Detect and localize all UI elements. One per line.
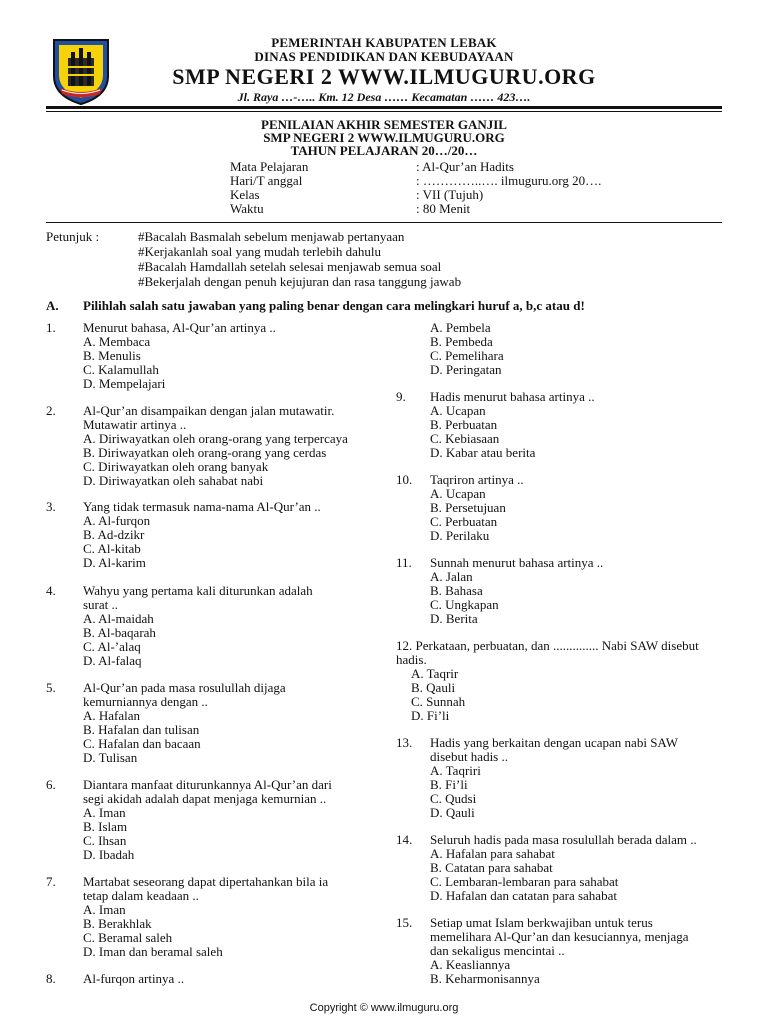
question-item bbox=[396, 833, 726, 903]
instruction-item: #Bacalah Hamdallah setelah selesai menjawab semua soal bbox=[138, 259, 442, 274]
answer-option[interactable]: B. Keharmonisannya bbox=[430, 971, 540, 986]
question-body bbox=[83, 500, 321, 570]
info-rule bbox=[46, 222, 722, 223]
answer-option[interactable]: C. Al-kitab bbox=[83, 541, 141, 556]
question-text: dan sekaligus mencintai .. bbox=[430, 943, 565, 958]
answer-option[interactable]: B. Catatan para sahabat bbox=[430, 860, 553, 875]
exam-title: PENILAIAN AKHIR SEMESTER GANJIL bbox=[261, 117, 507, 132]
question-body bbox=[83, 584, 313, 668]
answer-option[interactable]: C. Perbuatan bbox=[430, 514, 498, 529]
answer-option[interactable]: D. Berita bbox=[430, 611, 478, 626]
answer-option[interactable]: B. Persetujuan bbox=[430, 500, 506, 515]
section-a-heading bbox=[46, 298, 585, 314]
question-body bbox=[430, 736, 678, 820]
question-text: Diantara manfaat diturunkannya Al-Qur’an dari bbox=[83, 777, 332, 792]
question-text: surat .. bbox=[83, 597, 119, 612]
question-number: 10. bbox=[396, 472, 413, 487]
question-number: 3. bbox=[46, 499, 56, 514]
answer-option[interactable]: B. Pembeda bbox=[430, 334, 493, 349]
answer-option[interactable]: B. Fi’li bbox=[430, 777, 468, 792]
question-text: segi akidah adalah dapat menjaga kemurnian .. bbox=[83, 791, 327, 806]
instructions-list bbox=[138, 229, 461, 289]
answer-option[interactable]: A. Iman bbox=[83, 805, 126, 820]
school-name: SMP NEGERI 2 WWW.ILMUGURU.ORG bbox=[172, 64, 596, 89]
answer-option[interactable]: B. Menulis bbox=[83, 348, 141, 363]
info-key: Waktu bbox=[230, 201, 264, 216]
info-row bbox=[230, 160, 636, 174]
question-item bbox=[46, 778, 376, 862]
answer-option[interactable]: A. Taqrir bbox=[411, 666, 459, 681]
answer-option[interactable]: D. Qauli bbox=[430, 805, 475, 820]
answer-option[interactable]: B. Islam bbox=[83, 819, 128, 834]
question-item bbox=[396, 639, 726, 723]
question-body bbox=[83, 875, 328, 959]
answer-option[interactable]: C. Hafalan dan bacaan bbox=[83, 736, 201, 751]
question-text: Yang tidak termasuk nama-nama Al-Qur’an .. bbox=[83, 499, 321, 514]
answer-option[interactable]: A. Keasliannya bbox=[430, 957, 511, 972]
info-value: : Al-Qur’an Hadits bbox=[416, 159, 514, 174]
answer-option[interactable]: A. Al-furqon bbox=[83, 513, 151, 528]
question-text: Setiap umat Islam berkwajiban untuk terus bbox=[430, 915, 653, 930]
question-body bbox=[83, 321, 276, 391]
question-body bbox=[83, 778, 332, 862]
answer-option[interactable]: B. Al-baqarah bbox=[83, 625, 156, 640]
question-body bbox=[430, 321, 504, 377]
answer-option[interactable]: D. Peringatan bbox=[430, 362, 502, 377]
answer-option[interactable]: A. Ucapan bbox=[430, 403, 486, 418]
answer-option[interactable]: B. Diriwayatkan oleh orang-orang yang cerdas bbox=[83, 445, 327, 460]
exam-year: TAHUN PELAJARAN 20…/20… bbox=[290, 143, 478, 158]
question-text: kemurniannya dengan .. bbox=[83, 694, 208, 709]
question-item bbox=[46, 404, 376, 488]
government-line: PEMERINTAH KABUPATEN LEBAK bbox=[271, 35, 497, 50]
question-text: Wahyu yang pertama kali diturunkan adalah bbox=[83, 583, 313, 598]
question-item bbox=[396, 390, 726, 460]
question-body bbox=[430, 916, 689, 986]
answer-option[interactable]: A. Hafalan para sahabat bbox=[430, 846, 555, 861]
question-text: disebut hadis .. bbox=[430, 749, 508, 764]
header-rule-thin bbox=[46, 111, 722, 112]
question-item bbox=[46, 681, 376, 765]
answer-option[interactable]: A. Diriwayatkan oleh orang-orang yang terpercaya bbox=[83, 431, 348, 446]
exam-school: SMP NEGERI 2 WWW.ILMUGURU.ORG bbox=[263, 130, 505, 145]
question-body bbox=[430, 833, 697, 903]
answer-option[interactable]: D. Tulisan bbox=[83, 750, 138, 765]
question-text: Al-Qur’an pada masa rosulullah dijaga bbox=[83, 680, 286, 695]
question-item bbox=[396, 556, 726, 626]
question-item bbox=[396, 321, 726, 377]
answer-option[interactable]: D. Ibadah bbox=[83, 847, 135, 862]
info-row bbox=[230, 174, 636, 188]
question-text: 12. Perkataan, perbuatan, dan .............. Nabi SAW disebut bbox=[396, 638, 699, 653]
instruction-item: #Bacalah Basmalah sebelum menjawab pertanyaan bbox=[138, 229, 405, 244]
answer-option[interactable]: A. Iman bbox=[83, 902, 126, 917]
info-key: Hari/T anggal bbox=[230, 173, 303, 188]
answer-option[interactable]: C. Pemelihara bbox=[430, 348, 504, 363]
answer-option[interactable]: C. Sunnah bbox=[411, 694, 466, 709]
question-number: 7. bbox=[46, 874, 56, 889]
answer-option[interactable]: A. Membaca bbox=[83, 334, 151, 349]
question-number: 8. bbox=[46, 971, 56, 986]
question-text: Menurut bahasa, Al-Qur’an artinya .. bbox=[83, 320, 276, 335]
question-body bbox=[83, 972, 184, 986]
instructions bbox=[46, 229, 461, 289]
question-number: 2. bbox=[46, 403, 56, 418]
answer-option[interactable]: D. Fi’li bbox=[411, 708, 450, 723]
answer-option[interactable]: C. Beramal saleh bbox=[83, 930, 173, 945]
question-number: 13. bbox=[396, 735, 413, 750]
letterhead bbox=[120, 36, 648, 105]
answer-option[interactable]: A. Taqriri bbox=[430, 763, 481, 778]
answer-option[interactable]: B. Berakhlak bbox=[83, 916, 152, 931]
exam-info bbox=[230, 160, 636, 216]
info-key: Kelas bbox=[230, 187, 260, 202]
question-text: tetap dalam keadaan .. bbox=[83, 888, 199, 903]
answer-option[interactable]: A. Hafalan bbox=[83, 708, 141, 723]
answer-option[interactable]: D. Hafalan dan catatan para sahabat bbox=[430, 888, 617, 903]
question-number: 1. bbox=[46, 320, 56, 335]
answer-option[interactable]: B. Bahasa bbox=[430, 583, 483, 598]
answer-option[interactable]: C. Al-’alaq bbox=[83, 639, 141, 654]
info-value: : 80 Menit bbox=[416, 201, 471, 216]
department-line: DINAS PENDIDIKAN DAN KEBUDAYAAN bbox=[254, 49, 514, 64]
answer-option[interactable]: D. Perilaku bbox=[430, 528, 490, 543]
question-body bbox=[430, 556, 603, 626]
info-value: : …………..…. ilmuguru.org 20…. bbox=[416, 173, 602, 188]
answer-option[interactable]: C. Kebiasaan bbox=[430, 431, 500, 446]
answer-option[interactable]: D. Al-falaq bbox=[83, 653, 142, 668]
question-body bbox=[396, 639, 699, 723]
question-text: Taqriron artinya .. bbox=[430, 472, 524, 487]
answer-option[interactable]: A. Pembela bbox=[430, 320, 491, 335]
question-text: Seluruh hadis pada masa rosulullah berada dalam .. bbox=[430, 832, 697, 847]
question-text: hadis. bbox=[396, 652, 427, 667]
answer-option[interactable]: C. Qudsi bbox=[430, 791, 477, 806]
answer-option[interactable]: A. Al-maidah bbox=[83, 611, 154, 626]
section-instruction: Pilihlah salah satu jawaban yang paling benar dengan cara melingkari huruf a, b,c atau d! bbox=[83, 298, 585, 313]
info-value: : VII (Tujuh) bbox=[416, 187, 484, 202]
answer-option[interactable]: B. Hafalan dan tulisan bbox=[83, 722, 200, 737]
answer-option[interactable]: C. Kalamullah bbox=[83, 362, 159, 377]
question-item bbox=[396, 473, 726, 543]
question-text: Mutawatir artinya .. bbox=[83, 417, 187, 432]
question-text: Hadis yang berkaitan dengan ucapan nabi SAW bbox=[430, 735, 679, 750]
answer-option[interactable]: D. Al-karim bbox=[83, 555, 146, 570]
question-number: 9. bbox=[396, 389, 406, 404]
copyright-footer: Copyright © www.ilmuguru.org bbox=[309, 1002, 459, 1014]
answer-option[interactable]: B. Qauli bbox=[411, 680, 456, 695]
regency-logo-icon bbox=[50, 36, 112, 106]
answer-option[interactable]: D. Diriwayatkan oleh sahabat nabi bbox=[83, 473, 264, 488]
question-text: Hadis menurut bahasa artinya .. bbox=[430, 389, 595, 404]
info-key: Mata Pelajaran bbox=[230, 159, 309, 174]
answer-option[interactable]: B. Ad-dzikr bbox=[83, 527, 145, 542]
question-item bbox=[46, 500, 376, 570]
school-address: Jl. Raya …-….. Km. 12 Desa …… Kecamatan …… 423…. bbox=[237, 90, 531, 104]
question-number: 6. bbox=[46, 777, 56, 792]
answer-option[interactable]: B. Perbuatan bbox=[430, 417, 498, 432]
answer-option[interactable]: D. Mempelajari bbox=[83, 376, 166, 391]
answer-option[interactable]: C. Lembaran-lembaran para sahabat bbox=[430, 874, 619, 889]
answer-option[interactable]: D. Kabar atau berita bbox=[430, 445, 536, 460]
question-item bbox=[396, 736, 726, 820]
instructions-label: Petunjuk : bbox=[46, 229, 100, 244]
header-rule-thick bbox=[46, 106, 722, 109]
question-item bbox=[46, 584, 376, 668]
answer-option[interactable]: A. Jalan bbox=[430, 569, 473, 584]
info-row bbox=[230, 188, 636, 202]
question-number: 5. bbox=[46, 680, 56, 695]
answer-option[interactable]: C. Ungkapan bbox=[430, 597, 499, 612]
answer-option[interactable]: D. Iman dan beramal saleh bbox=[83, 944, 223, 959]
question-text: memelihara Al-Qur’an dan kesuciannya, menjaga bbox=[430, 929, 689, 944]
answer-option[interactable]: C. Diriwayatkan oleh orang banyak bbox=[83, 459, 269, 474]
exam-heading bbox=[200, 118, 568, 157]
section-number: A. bbox=[46, 298, 59, 313]
question-body bbox=[430, 390, 595, 460]
question-body bbox=[430, 473, 524, 543]
question-item bbox=[46, 875, 376, 959]
question-item bbox=[46, 321, 376, 391]
question-text: Martabat seseorang dapat dipertahankan bila ia bbox=[83, 874, 329, 889]
question-item bbox=[396, 916, 726, 986]
question-text: Al-furqon artinya .. bbox=[83, 971, 185, 986]
question-number: 11. bbox=[396, 555, 412, 570]
question-body bbox=[83, 681, 286, 765]
question-number: 14. bbox=[396, 832, 413, 847]
question-number: 15. bbox=[396, 915, 413, 930]
question-number: 4. bbox=[46, 583, 56, 598]
question-item bbox=[46, 972, 376, 986]
instruction-item: #Bekerjalah dengan penuh kejujuran dan rasa tanggung jawab bbox=[138, 274, 462, 289]
answer-option[interactable]: C. Ihsan bbox=[83, 833, 127, 848]
answer-option[interactable]: A. Ucapan bbox=[430, 486, 486, 501]
info-row bbox=[230, 202, 636, 216]
question-body bbox=[83, 404, 348, 488]
instruction-item: #Kerjakanlah soal yang mudah terlebih dahulu bbox=[138, 244, 381, 259]
question-text: Al-Qur’an disampaikan dengan jalan mutawatir. bbox=[83, 403, 335, 418]
question-text: Sunnah menurut bahasa artinya .. bbox=[430, 555, 604, 570]
